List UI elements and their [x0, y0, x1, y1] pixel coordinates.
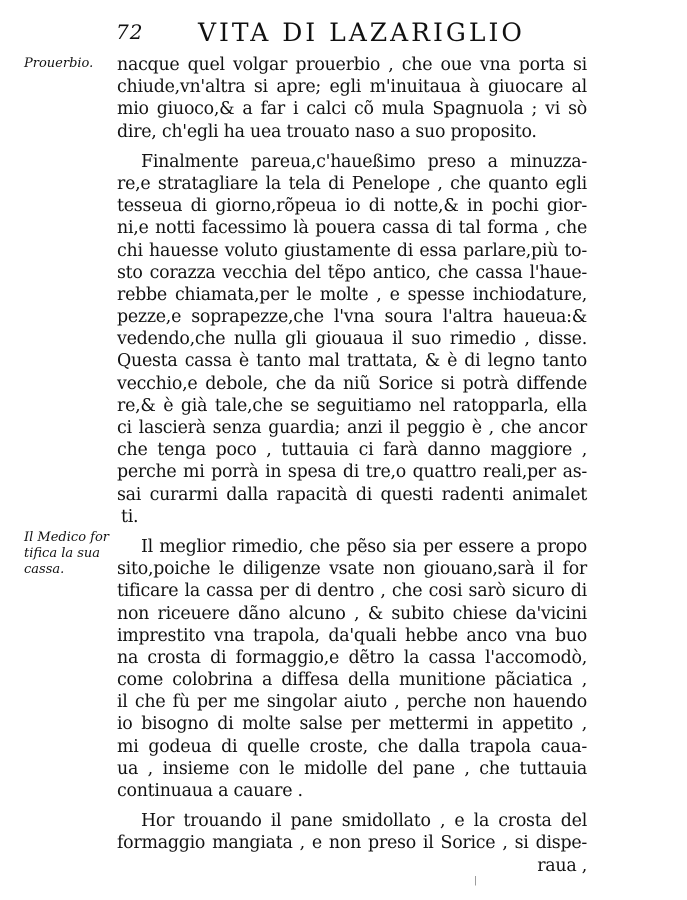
text-line: tificare la cassa per di dentro , che cosi sarò sicuro di	[117, 581, 587, 602]
text-line: Il meglior rimedio, che pẽso sia per essere a propo	[141, 536, 587, 557]
text-line: nacque quel volgar prouerbio , che oue vna porta si	[117, 55, 587, 75]
margin-note-proverbio: Prouerbio.	[24, 56, 94, 71]
paragraph	[117, 151, 587, 528]
margin-note-line: tifica la sua	[24, 546, 101, 561]
text-line: come colobrina a diffesa della munitione pãciatica ,	[117, 670, 587, 691]
text-line: mio giuoco,& a far i calci cõ mula Spagnuola ; vi sò	[117, 99, 587, 120]
text-line: re,& è già tale,che se seguitiamo nel ratopparla, ella	[117, 395, 587, 416]
page-number: 72	[116, 20, 144, 44]
margin-note-line: cassa.	[24, 562, 65, 577]
text-line: chi hauesse voluto giustamente di essa parlare,più to-	[117, 240, 587, 261]
text-line: il che fù per me singolar aiuto , perche non hauendo	[117, 692, 587, 713]
text-line: imprestito vna trapola, da'quali hebbe anco vna buo	[117, 625, 587, 646]
text-line: io bisogno di molte salse per mettermi in appetito ,	[117, 714, 587, 735]
text-line: che tenga poco , tuttauia ci farà danno maggiore ,	[117, 440, 587, 461]
text-line: continuaua a cauare .	[117, 781, 303, 801]
text-line: chiude,vn'altra si apre; egli m'inuitaua à giuocare al	[117, 77, 587, 98]
margin-note-line: Il Medico for	[24, 530, 110, 545]
text-line: perche mi porrà in spesa di tre,o quattro reali,per as-	[117, 462, 587, 483]
text-line: sito,poiche le diligenze vsate non giouano,sarà il for	[117, 559, 587, 580]
text-line: ti.	[121, 506, 139, 527]
text-line: ni,e notti facessimo là pouera cassa di tal forma , che	[117, 218, 587, 239]
text-line: rebbe chiamata,per le molte , e spesse inchiodature,	[117, 284, 587, 305]
text-line: Finalmente pareua,c'haueßimo preso a minuzza-	[141, 151, 587, 172]
text-line: non riceuere dãno alcuno , & subito chiese da'vicini	[117, 603, 587, 624]
text-line: pezze,e soprapezze,che l'vna soura l'altra haueua:&	[117, 307, 587, 328]
text-line: na crosta di formaggio,e dẽtro la cassa l'accomodò,	[117, 647, 587, 668]
print-mark: |	[474, 876, 478, 886]
paragraph	[117, 54, 587, 143]
text-line: vedendo,che nulla gli giouaua il suo rimedio , disse.	[117, 329, 587, 350]
paragraph	[117, 536, 587, 802]
text-line: ci lascierà senza guardia; anzi il peggio è , che ancor	[117, 418, 587, 438]
text-line: dire, ch'egli ha uea trouato naso a suo proposito.	[117, 121, 537, 142]
text-line: tesseua di giorno,rõpeua io di notte,& in pochi gior-	[117, 196, 587, 217]
text-line: vecchio,e debole, che da niũ Sorice si potrà diffende	[117, 373, 587, 394]
text-line: Questa cassa è tanto mal trattata, & è di legno tanto	[117, 351, 587, 372]
text-line: mi godeua di quelle croste, che dalla trapola caua-	[117, 736, 587, 757]
text-line: formaggio mangiata , e non preso il Sorice , si dispe-	[117, 833, 587, 854]
text-line: sai curarmi dalla rapacità di questi radenti animalet	[117, 484, 587, 505]
running-title: VITA DI LAZARIGLIO	[198, 18, 525, 47]
text-line: Hor trouando il pane smidollato , e la crosta del	[141, 811, 587, 832]
text-line: re,e stratagliare la tela di Penelope , che quanto egli	[117, 173, 587, 194]
body-text	[117, 54, 587, 877]
text-line: ua , insieme con le midolle del pane , che tuttauia	[117, 758, 587, 779]
margin-note-medico	[24, 530, 109, 578]
text-line: sto corazza vecchia del tẽpo antico, che cassa l'haue-	[117, 262, 587, 283]
paragraph	[117, 810, 587, 877]
page-header	[110, 14, 580, 48]
catchword: raua ,	[537, 855, 587, 876]
